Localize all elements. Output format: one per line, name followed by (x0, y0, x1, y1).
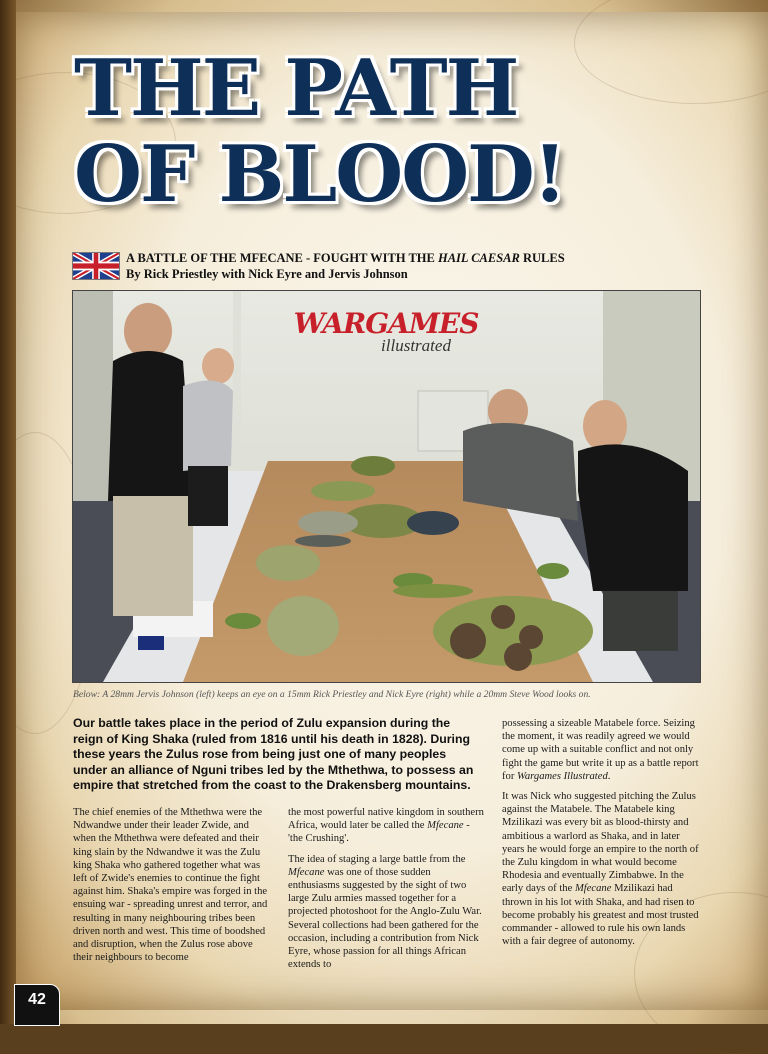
col1-paragraph-1: The chief enemies of the Mthethwa were the Ndwandwe under their leader Zwide, and when the Mthethwa were defeated and their king slain by the Ndwandwe it was the Zulu king Shaka who gathered together what was left of Zwide's enemies to continue the fight against him. Shaka's empire was forged in the ensuing war - spreading unrest and terror, and resulting in many neighbouring tribes been driven north and west. This time of boodshed and disruption, when the Zulus rose above their neighbours to become (73, 807, 268, 964)
col3-p1-text-end: . (607, 770, 611, 782)
col3-p1-italic: Wargames Illustrated (517, 770, 608, 782)
col3-paragraph-1 (502, 717, 702, 783)
col2-paragraph-2 (288, 853, 484, 972)
subhead-text-end: RULES (519, 251, 565, 265)
col2-p1-text-end: - 'the Crushing'. (288, 820, 470, 845)
col3-p1-text: possessing a sizeable Matabele force. Seizing the moment, it was readily agreed we would come up with a suitable conflict and not only fight the game but write it up as a battle report for (502, 718, 699, 782)
wargames-illustrated-logo (281, 309, 491, 359)
subhead-text: A BATTLE OF THE MFECANE - FOUGHT WITH THE (126, 251, 438, 265)
col3-paragraph-2 (502, 790, 702, 948)
subhead-rules-name: HAIL CAESAR (437, 251, 520, 265)
logo-sub-text: illustrated (381, 336, 451, 355)
byline: By Rick Priestley with Nick Eyre and Jervis Johnson (126, 267, 408, 281)
logo-main-text: WARGAMES (293, 307, 479, 340)
col3-p2-italic: Mfecane (574, 883, 612, 895)
col2-p1-text: the most powerful native kingdom in southern Africa, would later be called the (288, 807, 484, 832)
body-column-3 (502, 717, 702, 955)
intro-paragraph: Our battle takes place in the period of Zulu expansion during the reign of King Shaka (ruled from 1816 until his death in 1828). During these years the Zulus rose from being just one of many peoples under an alliance of Nguni tribes led by the Mthethwa, to possess an empire that stretched from the coast to the Drakensberg mountains. (73, 716, 474, 792)
subhead-rules-line (126, 250, 686, 266)
body-column-1 (73, 806, 273, 971)
page-spine-edge (0, 0, 16, 1024)
article-title (74, 43, 714, 220)
wargame-table-photo (72, 290, 701, 683)
article-subhead (126, 250, 686, 282)
page-number: 42 (14, 984, 60, 1026)
col3-p2-text-end: Mzilikazi had thrown in his lot with Shaka, and had risen to become probably his greatest and most trusted commander - allowed to rule his own lands with a fair degree of autonomy. (502, 883, 699, 948)
col2-p2-italic: Mfecane (288, 866, 325, 878)
title-line-2: OF BLOOD! (74, 129, 566, 220)
title-line-1: THE PATH (74, 43, 518, 134)
col2-p2-text-end: was one of those sudden enthusiasms suggested by the sight of two large Zulu armies massed together for a projected photoshoot for the Anglo-Zulu War. Several collections had been gathered for the occasion, including a contribution from Nick Eyre, whose passion for all things African extends to (288, 866, 482, 971)
photo-caption: Below: A 28mm Jervis Johnson (left) keeps an eye on a 15mm Rick Priestley and Nick Eyre (right) while a 20mm Steve Wood looks on. (73, 689, 591, 700)
union-jack-flag-icon (72, 252, 120, 280)
col2-p2-text: The idea of staging a large battle from the (288, 853, 466, 865)
col2-paragraph-1 (288, 806, 484, 846)
col2-p1-italic: Mfecane (427, 820, 464, 832)
col3-p2-text: It was Nick who suggested pitching the Zulus against the Matabele. The Matabele king Mzilikazi was every bit as blood-thirsty and ambitious a warlord as Shaka, and in later years he would forge an empire to the north of the Zulu kingdom in what would become Rhodesia and eventually Zimbabwe. In the early days of the (502, 791, 699, 895)
body-column-2 (288, 806, 484, 978)
